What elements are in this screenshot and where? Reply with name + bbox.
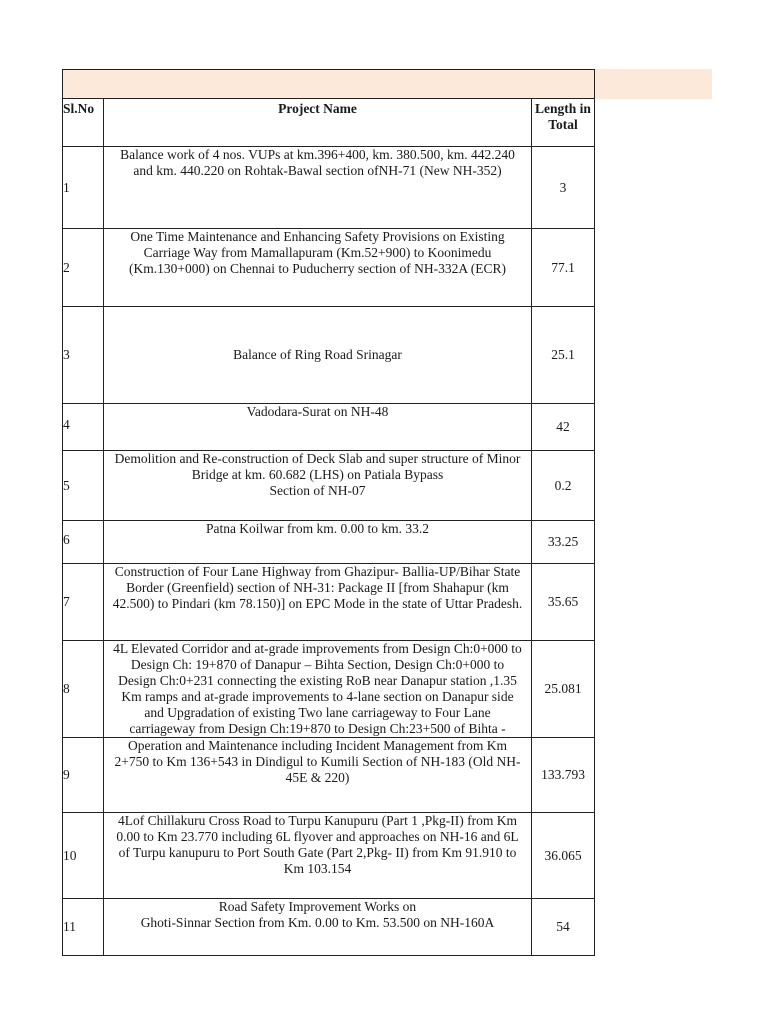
row-project-name: Construction of Four Lane Highway from Ghazipur- Ballia-UP/Bihar State Border (Greenfield) section of NH-31: Package II [from Shahapur (km 42.500) to Pindari (km 78.150)] on EPC Mode in the state of Uttar Pradesh. [104,564,532,641]
row-length: 25.081 [532,641,595,738]
table-row [63,899,595,956]
row-project-name: Patna Koilwar from km. 0.00 to km. 33.2 [104,521,532,564]
row-project-name: Demolition and Re-construction of Deck Slab and super structure of Minor Bridge at km. 60.682 (LHS) on Patiala Bypass Section of NH-07 [104,451,532,521]
table-row [63,147,595,229]
row-sl-no: 3 [63,307,104,404]
row-length: 25.1 [532,307,595,404]
table-row [63,641,595,738]
table-row [63,307,595,404]
row-sl-no: 4 [63,404,104,451]
row-length: 36.065 [532,813,595,899]
row-sl-no: 2 [63,229,104,307]
row-sl-no: 9 [63,738,104,813]
row-length: 133.793 [532,738,595,813]
header-length [532,99,595,147]
table-row [63,564,595,641]
row-sl-no: 8 [63,641,104,738]
banner-row [63,70,595,99]
row-length: 54 [532,899,595,956]
header-project-name: Project Name [104,99,532,147]
row-length: 42 [532,404,595,451]
header-length-line2: Total [548,117,578,132]
banner-fill-extension [594,69,712,99]
row-length: 33.25 [532,521,595,564]
row-length: 3 [532,147,595,229]
table-row [63,738,595,813]
row-project-name: Operation and Maintenance including Incident Management from Km 2+750 to Km 136+543 in Dindigul to Kumili Section of NH-183 (Old NH- 45E & 220) [104,738,532,813]
row-length: 77.1 [532,229,595,307]
row-project-name: 4L Elevated Corridor and at-grade improvements from Design Ch:0+000 to Design Ch: 19+870 of Danapur – Bihta Section, Design Ch:0+000 to Design Ch:0+231 connecting the existing RoB near Danapur station ,1.35 Km ramps and at-grade improvements to 4-lane section on Danapur side and Upgradation of existing Two lane carriageway to Four Lane carriageway from Design Ch:19+870 to Design Ch:23+500 of Bihta - [104,641,532,738]
row-length: 35.65 [532,564,595,641]
row-sl-no: 11 [63,899,104,956]
banner-cell [63,70,595,99]
table-row [63,404,595,451]
row-project-name: 4Lof Chillakuru Cross Road to Turpu Kanupuru (Part 1 ,Pkg-II) from Km 0.00 to Km 23.770 including 6L flyover and approaches on NH-16 and 6L of Turpu kanupuru to Port South Gate (Part 2,Pkg- II) from Km 91.910 to Km 103.154 [104,813,532,899]
row-project-name: Balance work of 4 nos. VUPs at km.396+400, km. 380.500, km. 442.240 and km. 440.220 on Rohtak-Bawal section ofNH-71 (New NH-352) [104,147,532,229]
row-project-name: Road Safety Improvement Works on Ghoti-Sinnar Section from Km. 0.00 to Km. 53.500 on NH-160A [104,899,532,956]
projects-table [62,69,595,956]
row-length: 0.2 [532,451,595,521]
table-row [63,521,595,564]
row-sl-no: 1 [63,147,104,229]
header-length-line1: Length in [535,101,591,116]
row-project-name: One Time Maintenance and Enhancing Safety Provisions on Existing Carriage Way from Mamallapuram (Km.52+900) to Koonimedu (Km.130+000) on Chennai to Puducherry section of NH-332A (ECR) [104,229,532,307]
table-row [63,451,595,521]
row-sl-no: 6 [63,521,104,564]
row-project-name: Vadodara-Surat on NH-48 [104,404,532,451]
row-sl-no: 7 [63,564,104,641]
header-sl-no: Sl.No [63,99,104,147]
table-row [63,813,595,899]
row-sl-no: 5 [63,451,104,521]
table-row [63,229,595,307]
header-row [63,99,595,147]
row-project-name: Balance of Ring Road Srinagar [104,307,532,404]
row-sl-no: 10 [63,813,104,899]
